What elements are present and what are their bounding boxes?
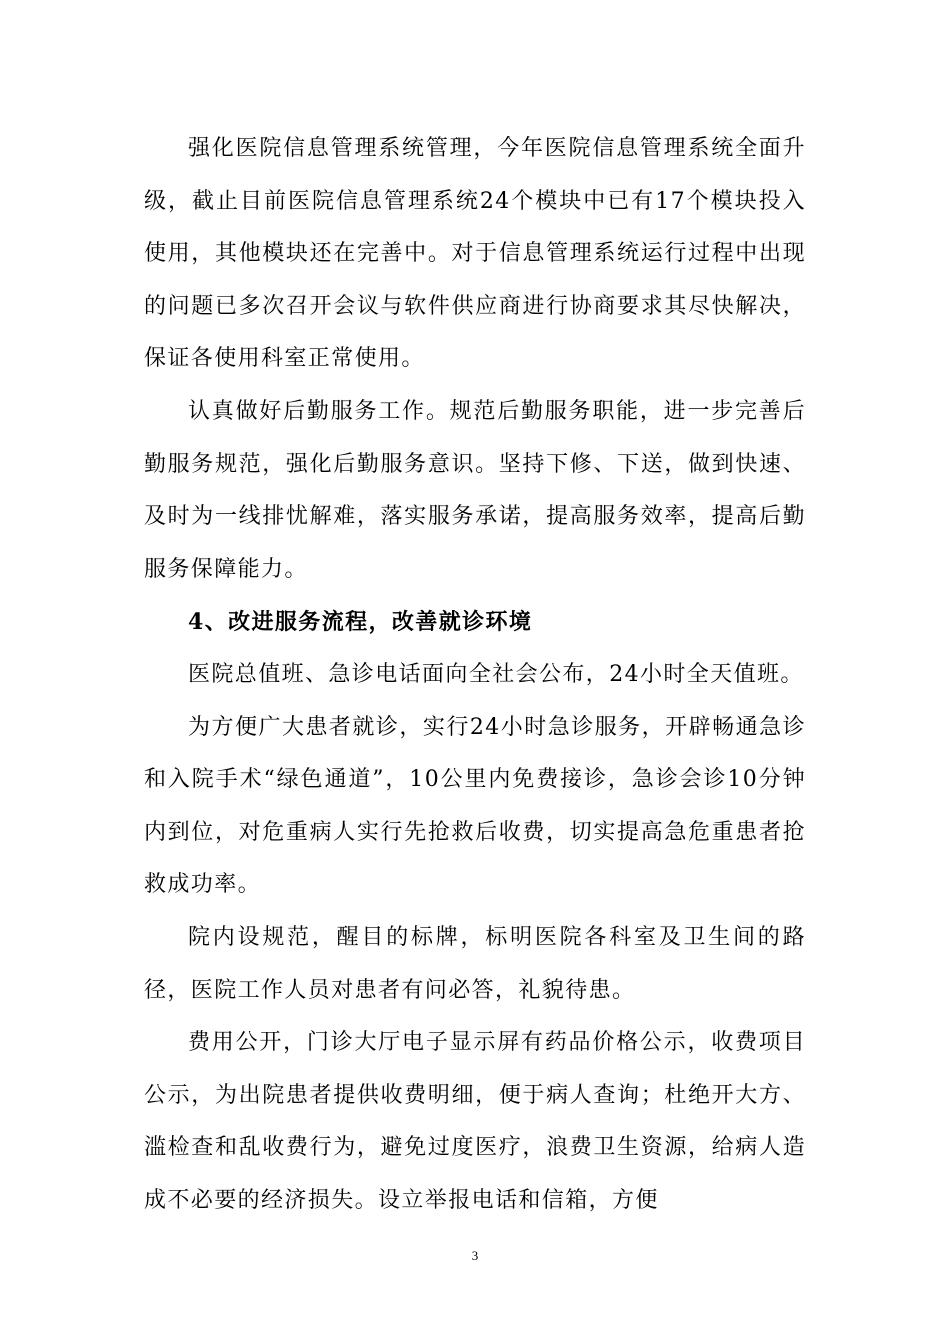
page-number: 3 — [471, 1248, 479, 1263]
paragraph-logistics-service: 认真做好后勤服务工作。规范后勤服务职能，进一步完善后勤服务规范，强化后勤服务意识。坚持下修、下送，做到快速、及时为一线排忧解难，落实服务承诺，提高服务效率，提高后勤服务保障能力。 — [144, 398, 806, 582]
paragraph-fee-disclosure: 费用公开，门诊大厅电子显示屏有药品价格公示，收费项目公示，为出院患者提供收费明细，便于病人查询；杜绝开大方、滥检查和乱收费行为，避免过度医疗，浪费卫生资源，给病人造成不必要的经济损失。设立举报电话和信箱，方便 — [144, 1030, 806, 1213]
paragraph-signage: 院内设规范，醒目的标牌，标明医院各科室及卫生间的路径，医院工作人员对患者有问必答，礼貌待患。 — [144, 924, 806, 1003]
paragraph-emergency-service: 为方便广大患者就诊，实行24小时急诊服务，开辟畅通急诊和入院手术“绿色通道”，10公里内免费接诊，急诊会诊10分钟内到位，对危重病人实行先抢救后收费，切实提高急危重患者抢救成功率。 — [144, 714, 806, 898]
section-heading: 4、改进服务流程，改善就诊环境 — [188, 609, 533, 636]
paragraph-duty-phone: 医院总值班、急诊电话面向全社会公布，24小时全天值班。 — [188, 661, 804, 687]
document-body — [144, 123, 806, 1227]
paragraph-info-system: 强化医院信息管理系统管理，今年医院信息管理系统全面升级，截止目前医院信息管理系统24个模块中已有17个模块投入使用，其他模块还在完善中。对于信息管理系统运行过程中出现的问题已多次召开会议与软件供应商进行协商要求其尽快解决，保证各使用科室正常使用。 — [144, 136, 806, 372]
